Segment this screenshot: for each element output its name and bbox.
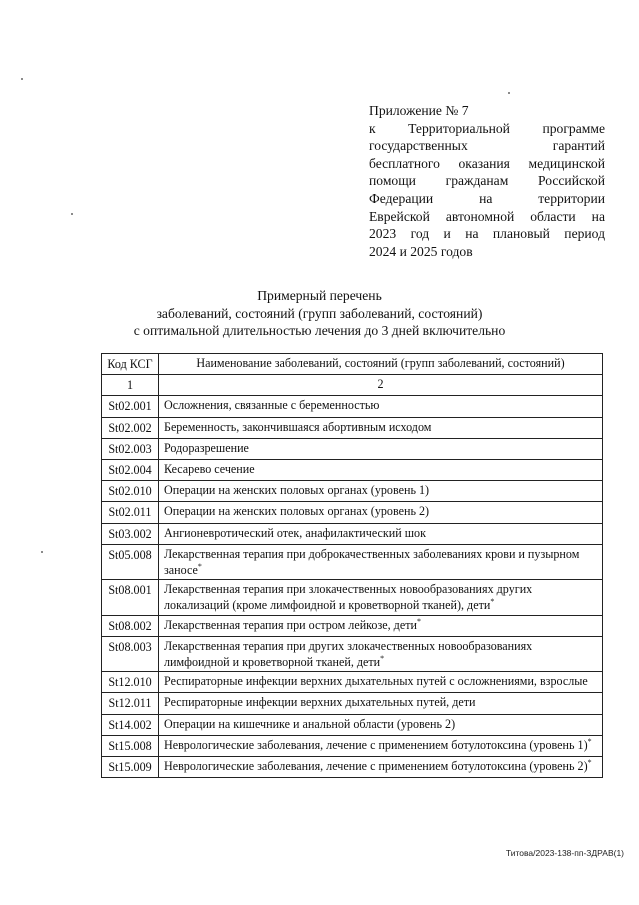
column-number: 1	[102, 375, 159, 396]
ksg-code: St03.002	[102, 523, 159, 544]
ksg-name: Лекарственная терапия при злокачественных новообразованиях других локализаций (кроме лимфоидной и кроветворной тканей), дети	[164, 582, 533, 613]
table-row	[102, 672, 603, 693]
ksg-code: St02.010	[102, 481, 159, 502]
ksg-code: St05.008	[102, 544, 159, 579]
footnote-mark: *	[380, 654, 385, 664]
ksg-code: St14.002	[102, 714, 159, 735]
scan-speck	[508, 92, 510, 94]
title-line-2: заболеваний, состояний (групп заболеваний, состояний)	[156, 305, 483, 321]
ksg-code: St08.001	[102, 580, 159, 615]
table-row	[102, 481, 603, 502]
ksg-name: Операции на женских половых органах (уровень 2)	[159, 502, 603, 523]
footnote-mark: *	[587, 758, 592, 768]
ksg-name: Беременность, закончившаяся абортивным исходом	[159, 417, 603, 438]
ksg-code: St12.010	[102, 672, 159, 693]
ksg-name: Лекарственная терапия при доброкачественных заболеваниях крови и пузырном заносе	[164, 546, 580, 578]
ksg-code: St02.001	[102, 396, 159, 417]
table-row	[102, 438, 603, 459]
ksg-name: Родоразрешение	[159, 438, 603, 459]
ksg-code: St02.003	[102, 438, 159, 459]
ksg-name: Респираторные инфекции верхних дыхательных путей с осложнениями, взрослые	[159, 672, 603, 693]
ksg-code: St08.002	[102, 615, 159, 636]
ksg-name-cell	[159, 757, 603, 778]
table-row	[102, 580, 603, 615]
document-footer: Титова/2023-138-пп-ЗДРАВ(1)	[505, 848, 624, 858]
appendix-block	[369, 102, 605, 260]
title-line-1: Примерный перечень	[257, 288, 382, 303]
appendix-line: помощи гражданам Российской	[369, 173, 605, 189]
appendix-line: 2024 и 2025 годов	[369, 243, 473, 259]
table-row	[102, 544, 603, 579]
ksg-name-cell	[159, 735, 603, 756]
ksg-name: Лекарственная терапия при остром лейкозе, дети	[164, 617, 417, 632]
document-title	[0, 287, 639, 340]
ksg-code: St08.003	[102, 636, 159, 671]
scan-speck	[41, 551, 43, 553]
table-header-row	[102, 354, 603, 375]
table-row	[102, 396, 603, 417]
table-row	[102, 636, 603, 671]
footnote-mark: *	[587, 736, 592, 746]
ksg-name: Операции на женских половых органах (уровень 1)	[159, 481, 603, 502]
ksg-code: St02.011	[102, 502, 159, 523]
table-row	[102, 417, 603, 438]
ksg-name: Респираторные инфекции верхних дыхательных путей, дети	[159, 693, 603, 714]
appendix-line: Еврейской автономной области на	[369, 208, 605, 224]
appendix-line: Приложение № 7	[369, 103, 469, 118]
appendix-line: к Территориальной программе	[369, 120, 605, 136]
ksg-name: Лекарственная терапия при других злокачественных новообразованиях лимфоидной и кроветворной тканей, дети	[164, 638, 533, 670]
column-number: 2	[159, 375, 603, 396]
ksg-code: St02.004	[102, 460, 159, 481]
title-line-3: с оптимальной длительностью лечения до 3 дней включительно	[133, 323, 506, 338]
table-row	[102, 735, 603, 756]
scan-speck	[21, 78, 23, 80]
header-name: Наименование заболеваний, состояний (групп заболеваний, состояний)	[159, 354, 603, 375]
ksg-name: Ангионевротический отек, анафилактический шок	[159, 523, 603, 544]
ksg-name: Осложнения, связанные с беременностью	[159, 396, 603, 417]
ksg-name-cell	[159, 615, 603, 636]
ksg-name-cell	[159, 580, 603, 615]
ksg-table	[101, 353, 603, 778]
ksg-name: Операции на кишечнике и анальной области (уровень 2)	[159, 714, 603, 735]
ksg-name-cell	[159, 636, 603, 671]
appendix-line: бесплатного оказания медицинской	[369, 155, 605, 171]
table-row	[102, 757, 603, 778]
appendix-line: 2023 год и на плановый период	[369, 226, 605, 242]
ksg-name: Кесарево сечение	[159, 460, 603, 481]
table-row	[102, 615, 603, 636]
footnote-mark: *	[197, 562, 202, 571]
table-row	[102, 460, 603, 481]
ksg-code: St15.008	[102, 735, 159, 756]
ksg-name: Неврологические заболевания, лечение с применением ботулотоксина (уровень 2)	[164, 759, 588, 774]
footnote-mark: *	[416, 616, 421, 626]
scan-speck	[71, 213, 73, 215]
table-row	[102, 714, 603, 735]
table-row	[102, 523, 603, 544]
ksg-code: St02.002	[102, 417, 159, 438]
ksg-name: Неврологические заболевания, лечение с применением ботулотоксина (уровень 1)	[164, 737, 588, 752]
table-numbering-row	[102, 375, 603, 396]
ksg-code: St15.009	[102, 757, 159, 778]
ksg-code: St12.011	[102, 693, 159, 714]
header-code: Код КСГ	[102, 354, 159, 375]
footnote-mark: *	[490, 597, 495, 607]
appendix-line: государственных гарантий	[369, 138, 605, 154]
table-row	[102, 693, 603, 714]
appendix-line: Федерации на территории	[369, 190, 605, 206]
table-row	[102, 502, 603, 523]
ksg-name-cell	[159, 544, 603, 579]
